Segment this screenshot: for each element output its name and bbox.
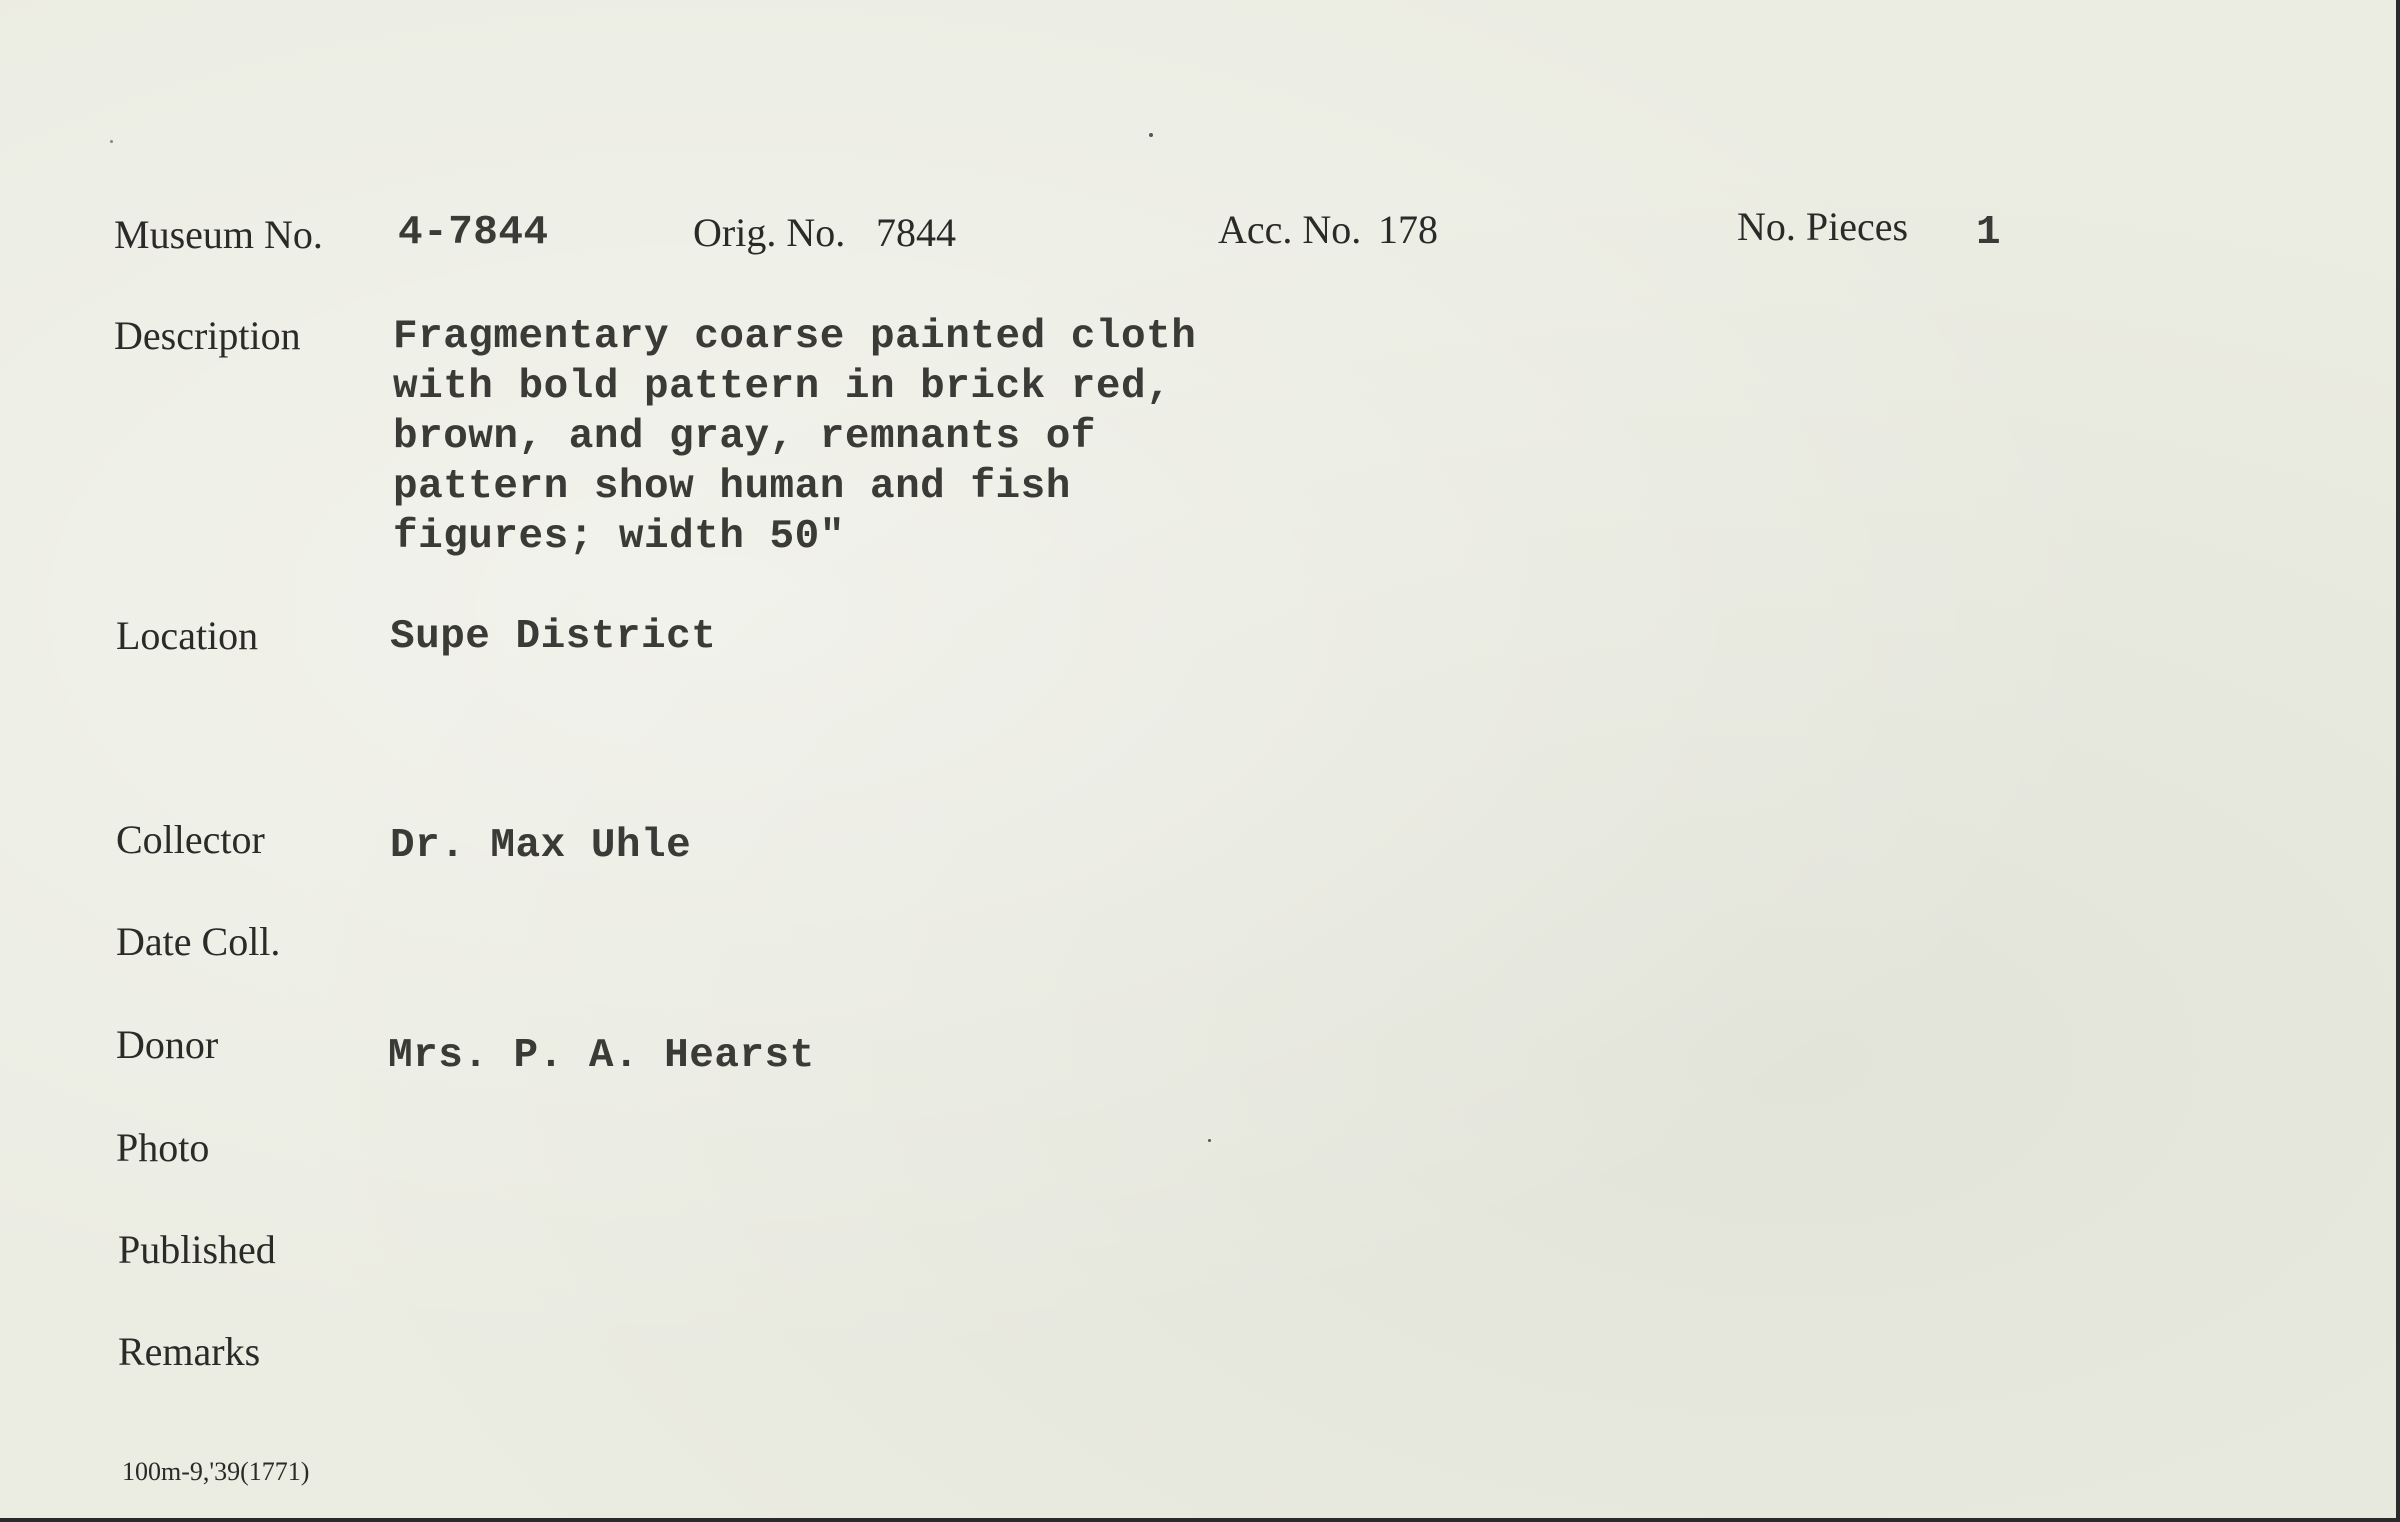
donor-label: Donor xyxy=(116,1022,219,1067)
no-pieces-value: 1 xyxy=(1976,210,2002,256)
collector-value: Dr. Max Uhle xyxy=(390,823,692,869)
museum-no-label: Museum No. xyxy=(114,212,323,257)
collector-label: Collector xyxy=(116,817,265,862)
description-line: Fragmentary coarse painted cloth xyxy=(393,314,1197,360)
location-label: Location xyxy=(116,613,259,658)
museum-no-value: 4-7844 xyxy=(398,210,549,256)
description-value xyxy=(393,312,1196,562)
paper-speck xyxy=(1149,133,1153,137)
description-line: brown, and gray, remnants of xyxy=(393,414,1096,460)
location-value: Supe District xyxy=(390,614,717,660)
published-label: Published xyxy=(118,1227,276,1272)
acc-no-label: Acc. No. xyxy=(1218,207,1362,252)
description-line: with bold pattern in brick red, xyxy=(393,364,1172,410)
description-line: figures; width 50" xyxy=(393,514,845,560)
paper-speck xyxy=(110,140,113,143)
orig-no-value: 7844 xyxy=(876,210,956,255)
acc-no-value: 178 xyxy=(1378,207,1438,252)
no-pieces-label: No. Pieces xyxy=(1737,204,1909,249)
paper-speck xyxy=(1208,1139,1211,1142)
date-coll-label: Date Coll. xyxy=(116,919,281,964)
description-label: Description xyxy=(114,313,301,358)
description-line: pattern show human and fish xyxy=(393,464,1071,510)
form-code: 100m-9,'39(1771) xyxy=(122,1457,310,1486)
donor-value: Mrs. P. A. Hearst xyxy=(388,1033,815,1079)
photo-label: Photo xyxy=(116,1125,210,1170)
remarks-label: Remarks xyxy=(118,1329,261,1374)
orig-no-label: Orig. No. xyxy=(693,210,846,255)
